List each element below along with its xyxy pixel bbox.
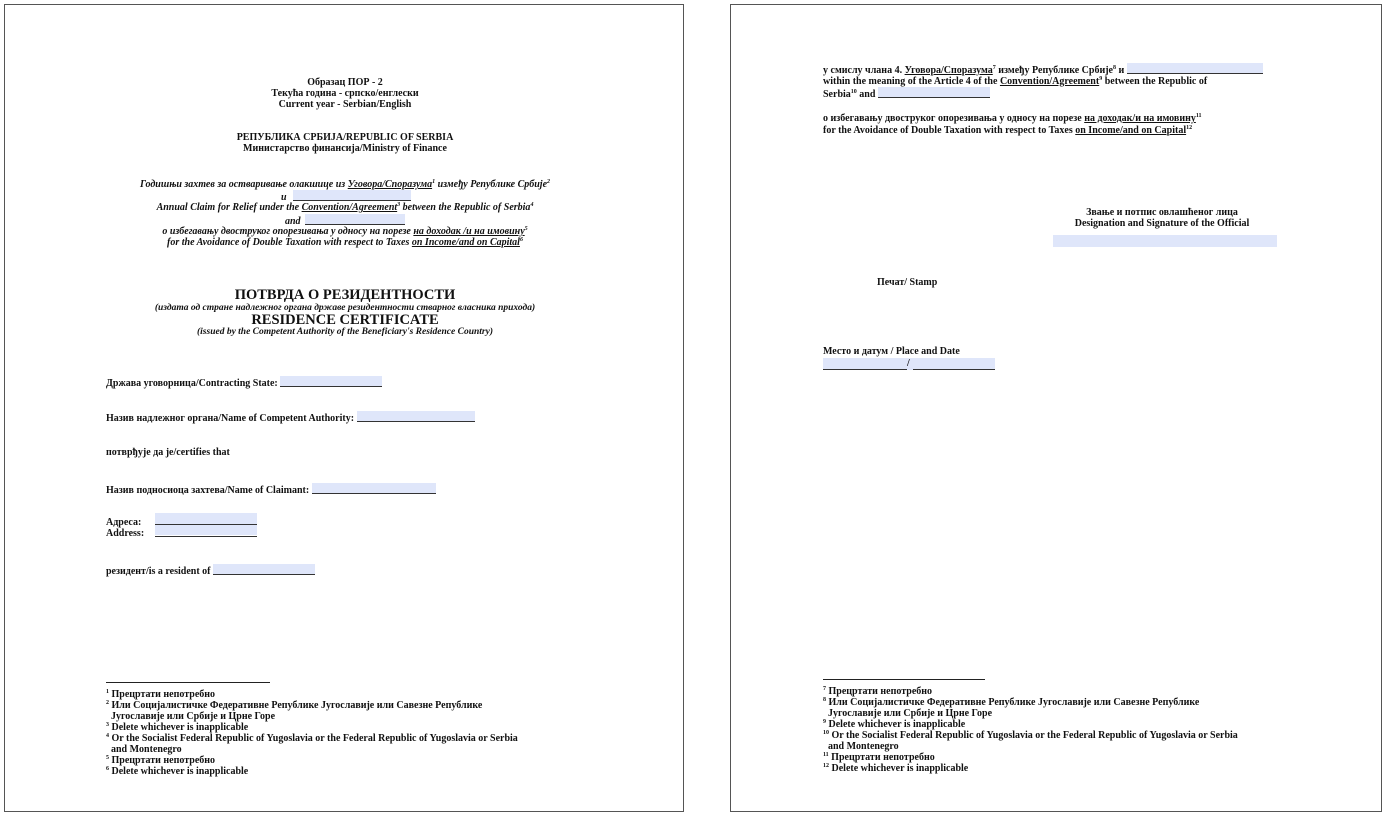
and-en: and xyxy=(285,216,301,227)
footnote-ref: 3 xyxy=(397,202,401,208)
footnote-ref: 5 xyxy=(524,226,528,232)
footnote-5: $^5$ Прецртати непотребно xyxy=(106,755,216,766)
resident-label: резидент/is a resident of xyxy=(106,566,211,577)
tax-type-link-en[interactable]: on Income/and on Capital xyxy=(411,237,520,248)
year-language-sr: Текућа година - српско/енглески xyxy=(271,88,419,99)
claim-en-suffix: between the Republic of Serbia xyxy=(400,202,531,213)
address-line-1 xyxy=(155,524,257,525)
intro-en-line1: within the meaning of the Article 4 of the Convention/Agreement$^9$ between the Republic of xyxy=(823,76,1208,87)
address-label-en: Address: xyxy=(106,528,145,539)
footnote-2-cont: Југославије или Србије и Црне Горе xyxy=(111,711,276,722)
document-page-1 xyxy=(4,4,684,812)
competent-authority-row xyxy=(106,411,475,424)
certificate-subtitle-en: (issued by the Competent Authority of the Beneficiary's Residence Country) xyxy=(197,327,493,337)
ministry-heading: Министарство финансија/Ministry of Finance xyxy=(243,143,447,154)
claimant-field[interactable] xyxy=(312,483,436,494)
document-page-2 xyxy=(730,4,1382,812)
claimant-label: Назив подносиоца захтева/Name of Claimant: xyxy=(106,485,310,496)
resident-row xyxy=(106,564,315,577)
footnote-ref: 4 xyxy=(530,202,534,208)
intro-en-line2: Serbia$^{10}$ and xyxy=(823,87,990,100)
resident-country-field[interactable] xyxy=(213,564,315,575)
form-id: Образац ПОР - 2 xyxy=(307,77,383,88)
republic-heading: РЕПУБЛИКА СРБИЈА/REPUBLIC OF SERBIA xyxy=(236,132,454,143)
footnote-3: $^3$ Delete whichever is inapplicable xyxy=(106,722,249,733)
other-state-field-en[interactable] xyxy=(305,214,405,225)
certifies-that-text: потврђује да је/certifies that xyxy=(106,447,230,458)
signature-field[interactable] xyxy=(1053,235,1277,247)
footnote-ref: 1 xyxy=(432,179,436,185)
footnote-separator xyxy=(823,679,985,680)
avoidance-en xyxy=(5,237,685,248)
contracting-state-row xyxy=(106,376,382,389)
footnote-10-cont: and Montenegro xyxy=(828,741,899,752)
signature-label-en: Designation and Signature of the Official xyxy=(1074,218,1250,229)
avoidance-sr-prefix: о избегавању двоструког опорезивања у односу на порезе xyxy=(162,226,414,237)
footnote-8: $^8$ Или Социјалистичке Федеративне Републике Југославије или Савезне Републике xyxy=(823,697,1200,708)
certificate-title-sr: ПОТВРДА О РЕЗИДЕНТНОСТИ xyxy=(234,287,456,303)
claim-sr-prefix: Годишњи захтев за остваривање олакшице из xyxy=(139,179,348,190)
footnote-8-cont: Југославије или Србије и Црне Горе xyxy=(828,708,993,719)
footnote-6: $^6$ Delete whichever is inapplicable xyxy=(106,766,249,777)
place-line xyxy=(823,369,907,370)
footnote-2: $^2$ Или Социјалистичке Федеративне Републике Југославије или Савезне Републике xyxy=(106,700,483,711)
tax-type-link-sr[interactable]: на доходак /и на имовину xyxy=(413,226,525,237)
place-date-slash: / xyxy=(907,358,910,369)
contracting-state-field[interactable] xyxy=(280,376,382,387)
agreement-link-sr[interactable]: Уговора/Споразума xyxy=(904,65,993,76)
claim-title-sr xyxy=(5,179,685,190)
footnote-1: $^1$ Прецртати непотребно xyxy=(106,689,216,700)
convention-link-en[interactable]: Convention/Agreement xyxy=(301,202,398,213)
footnote-4-cont: and Montenegro xyxy=(111,744,182,755)
claimant-row xyxy=(106,483,436,496)
and-sr: и xyxy=(281,192,287,203)
footnote-4: $^4$ Or the Socialist Federal Republic of Yugoslavia or the Federal Republic of Yugoslavia or Serbia xyxy=(106,733,518,744)
agreement-link-sr[interactable]: Уговора/Споразума xyxy=(347,179,433,190)
convention-link-en[interactable]: Convention/Agreement xyxy=(999,76,1100,87)
footnote-12: $^{12}$ Delete whichever is inapplicable xyxy=(823,763,969,774)
tax-type-link-en[interactable]: on Income/and on Capital xyxy=(1075,125,1187,136)
footnote-7: $^7$ Прецртати непотребно xyxy=(823,686,933,697)
intro-sr: у смислу члана 4. Уговора/Споразума$^7$ између Републике Србије$^8$ и xyxy=(823,63,1263,76)
competent-authority-label: Назив надлежног органа/Name of Competent Authority: xyxy=(106,413,355,424)
year-language-en: Current year - Serbian/English xyxy=(278,99,412,110)
other-state-field-en[interactable] xyxy=(878,87,990,98)
certificate-title-en: RESIDENCE CERTIFICATE xyxy=(251,312,439,328)
footnote-9: $^9$ Delete whichever is inapplicable xyxy=(823,719,966,730)
footnote-ref: 6 xyxy=(519,237,523,243)
competent-authority-field[interactable] xyxy=(357,411,475,422)
date-line xyxy=(913,369,995,370)
certificate-subtitle-sr: (издата од стране надлежног органа државе резидентности стварног власника прихода) xyxy=(154,303,536,313)
footnote-11: $^{11}$ Прецртати непотребно xyxy=(823,752,935,763)
place-date-label: Место и датум / Place and Date xyxy=(823,346,960,357)
footnote-separator xyxy=(106,682,270,683)
address-line-2 xyxy=(155,536,257,537)
claim-en-prefix: Annual Claim for Relief under the xyxy=(156,202,302,213)
contracting-state-label: Држава уговорница/Contracting State: xyxy=(106,378,278,389)
avoidance-en-prefix: for the Avoidance of Double Taxation with respect to Taxes xyxy=(167,237,412,248)
stamp-label: Печат/ Stamp xyxy=(877,277,938,288)
footnote-10: $^{10}$ Or the Socialist Federal Republic of Yugoslavia or the Federal Republic of Yugoslavia or Serbia xyxy=(823,730,1238,741)
avoidance-sr xyxy=(5,226,685,237)
avoidance-sr: о избегавању двоструког опорезивања у односу на порезе на доходак/и на имовину$^{11}$ xyxy=(823,113,1202,124)
other-state-field-sr[interactable] xyxy=(1127,63,1263,74)
other-state-field-sr[interactable] xyxy=(293,190,411,201)
signature-label-sr: Звање и потпис овлашћеног лица xyxy=(1086,207,1238,218)
address-label-sr: Адреса: xyxy=(106,517,142,528)
avoidance-en: for the Avoidance of Double Taxation with respect to Taxes on Income/and on Capital$^{12}$ xyxy=(823,125,1193,136)
claim-title-en xyxy=(5,202,685,213)
claim-sr-suffix: између Републике Србије xyxy=(435,179,548,190)
tax-type-link-sr[interactable]: на доходак/и на имовину xyxy=(1084,113,1196,124)
footnote-ref: 2 xyxy=(547,179,551,185)
